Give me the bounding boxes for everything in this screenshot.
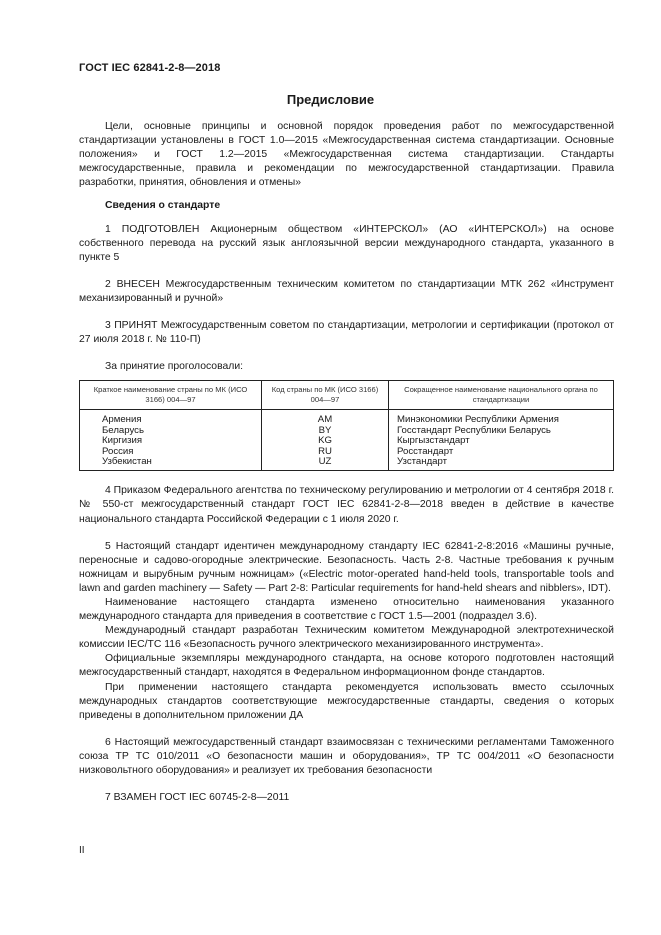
item-5-committee-paragraph: Международный стандарт разработан Техническим комитетом Международной электротехнической комиссии IEC/TC 116 «Безопасность ручного электрического механизированного инструмента». [79, 625, 614, 651]
table-row [80, 426, 614, 436]
cell-body: Узстандарт [389, 457, 614, 471]
intro-paragraph: Цели, основные принципы и основной порядок проведения работ по межгосударственной стандартизации установлены в ГОСТ 1.0—2015 «Межгосударственная система стандартизации. Основные положения» и ГОСТ 1.2—2015 «Межгосударственная система стандартизации. Стандарты межгосударственные, правила и рекомендации по межгосударственной стандартизации. Правила разработки, принятия, обновления и отмены» [79, 121, 614, 189]
vote-intro: За принятие проголосовали: [105, 361, 244, 373]
voting-table [79, 380, 614, 471]
item-5-paragraph: 5 Настоящий стандарт идентичен международному стандарту IEC 62841-2-8:2016 «Машины ручные, переносные и садово-огородные электрические. Безопасность. Часть 2-8. Частные требования к ручным ножницам и вырубным ручным ножницам» («Electric motor-operated hand-held tools, transportable tools and lawn and garden machinery — Safety — Part 2-8: Particular requirements for hand-held shears and nibblers», IDT). [79, 540, 614, 594]
cell-country: Россия [80, 447, 262, 457]
item-5-references-paragraph: При применении настоящего стандарта рекомендуется использовать вместо ссылочных международных стандартов соответствующие межгосударственные стандарты, сведения о которых приведены в дополнительном приложении ДА [79, 681, 614, 721]
page-number: II [79, 845, 85, 856]
page-title: Предисловие [286, 92, 375, 107]
item-3-paragraph: 3 ПРИНЯТ Межгосударственным советом по стандартизации, метрологии и сертификации (протокол от 27 июля 2018 г. № 110-П) [79, 320, 614, 346]
item-6-paragraph: 6 Настоящий межгосударственный стандарт взаимосвязан с техническими регламентами Таможенного союза ТР ТС 010/2011 «О безопасности машин и оборудования», ТР ТС 004/2011 «О безопасности низковольтного оборудования» и реализует их требования безопасности [79, 736, 614, 777]
preface-body [79, 120, 614, 805]
cell-country: Киргизия [80, 436, 262, 446]
table-row [80, 457, 614, 471]
item-1-paragraph: 1 ПОДГОТОВЛЕН Акционерным обществом «ИНТЕРСКОЛ» (АО «ИНТЕРСКОЛ») на основе собственного перевода на русский язык англоязычной версии международного стандарта, указанного в пункте 5 [79, 223, 614, 263]
cell-code: KG [262, 436, 389, 446]
cell-body: Госстандарт Республики Беларусь [389, 426, 614, 436]
cell-body: Минэкономики Республики Армения [389, 410, 614, 426]
item-4-paragraph: 4 Приказом Федерального агентства по техническому регулированию и метрологии от 4 сентября 2018 г. № 550-ст межгосударственный стандарт ГОСТ IEC 62841-2-8—2018 введен в действие в качестве национального стандарта Российской Федерации с 1 июля 2020 г. [79, 485, 614, 525]
cell-country: Армения [80, 410, 262, 426]
cell-code: UZ [262, 457, 389, 471]
item-5-rename-paragraph: Наименование настоящего стандарта изменено относительно наименования указанного международного стандарта для приведения в соответствие с ГОСТ 1.5—2001 (подраздел 3.6). [79, 597, 614, 623]
cell-country: Узбекистан [80, 457, 262, 471]
cell-country: Беларусь [80, 426, 262, 436]
header-code: Код страны по МК (ИСО 3166) 004—97 [262, 381, 389, 410]
table-header-row [80, 381, 614, 410]
item-7-paragraph: 7 ВЗАМЕН ГОСТ IEC 60745-2-8—2011 [105, 792, 290, 804]
cell-code: BY [262, 426, 389, 436]
cell-body: Кыргызстандарт [389, 436, 614, 446]
table-row [80, 436, 614, 446]
cell-code: AM [262, 410, 389, 426]
section-subheading: Сведения о стандарте [105, 200, 221, 212]
document-code-header: ГОСТ IEC 62841-2-8—2018 [79, 62, 221, 74]
table-row [80, 410, 614, 426]
cell-code: RU [262, 447, 389, 457]
table-row [80, 447, 614, 457]
header-body: Сокращенное наименование национального органа по стандартизации [389, 381, 614, 410]
header-country: Краткое наименование страны по МК (ИСО 3166) 004—97 [80, 381, 262, 410]
item-2-paragraph: 2 ВНЕСЕН Межгосударственным техническим комитетом по стандартизации МТК 262 «Инструмент механизированный и ручной» [79, 278, 614, 304]
item-5-copies-paragraph: Официальные экземпляры международного стандарта, на основе которого подготовлен настоящий межгосударственный стандарт, находятся в Федеральном информационном фонде стандартов. [79, 653, 614, 679]
cell-body: Росстандарт [389, 447, 614, 457]
